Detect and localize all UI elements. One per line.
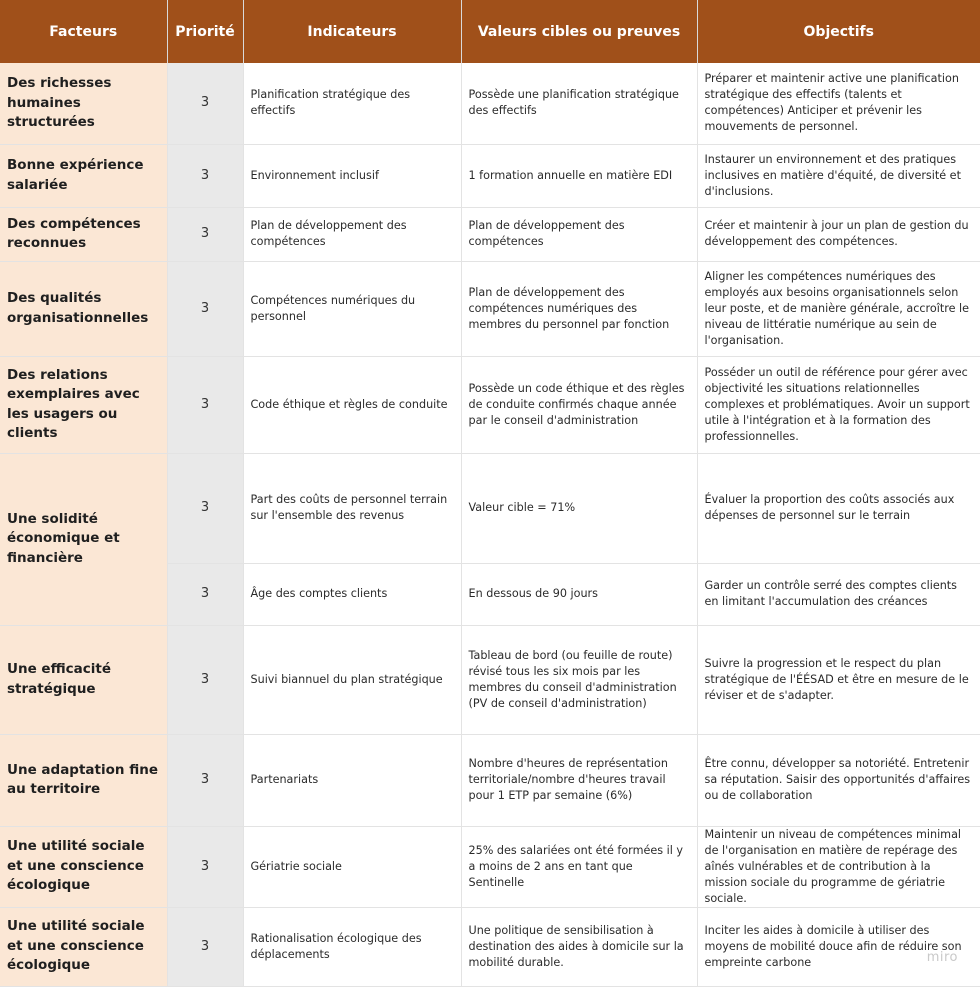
table-row bbox=[0, 144, 980, 207]
factor-cell: Une efficacité stratégique bbox=[0, 625, 167, 734]
indicator-cell: Environnement inclusif bbox=[243, 144, 461, 207]
table-row bbox=[0, 356, 980, 453]
factor-cell: Bonne expérience salariée bbox=[0, 144, 167, 207]
target-cell: En dessous de 90 jours bbox=[461, 563, 697, 625]
header-row bbox=[0, 0, 980, 63]
priority-cell: 3 bbox=[167, 625, 243, 734]
indicator-cell: Rationalisation écologique des déplacements bbox=[243, 907, 461, 986]
objective-cell: Inciter les aides à domicile à utiliser des moyens de mobilité douce afin de réduire son empreinte carbone bbox=[697, 907, 980, 986]
factor-cell: Une utilité sociale et une conscience écologique bbox=[0, 907, 167, 986]
priority-cell: 3 bbox=[167, 826, 243, 907]
miro-watermark: miro bbox=[926, 950, 958, 965]
indicator-cell: Code éthique et règles de conduite bbox=[243, 356, 461, 453]
objective-cell: Préparer et maintenir active une planification stratégique des effectifs (talents et compétences) Anticiper et prévenir les mouvements de personnel. bbox=[697, 63, 980, 144]
factor-cell: Des richesses humaines structurées bbox=[0, 63, 167, 144]
table-row bbox=[0, 453, 980, 563]
target-cell: 1 formation annuelle en matière EDI bbox=[461, 144, 697, 207]
priority-cell: 3 bbox=[167, 563, 243, 625]
objective-cell: Posséder un outil de référence pour gérer avec objectivité les situations relationnelles complexes et problématiques. Avoir un support utile à l'intégration et à la formation des professionnelles. bbox=[697, 356, 980, 453]
factor-cell: Une adaptation fine au territoire bbox=[0, 734, 167, 826]
factor-cell: Une solidité économique et financière bbox=[0, 453, 167, 625]
objective-cell: Garder un contrôle serré des comptes clients en limitant l'accumulation des créances bbox=[697, 563, 980, 625]
indicator-cell: Âge des comptes clients bbox=[243, 563, 461, 625]
objective-cell: Être connu, développer sa notoriété. Entretenir sa réputation. Saisir des opportunités d'affaires ou de collaboration bbox=[697, 734, 980, 826]
factor-cell: Des qualités organisationnelles bbox=[0, 261, 167, 356]
table-row bbox=[0, 907, 980, 986]
factor-cell: Une utilité sociale et une conscience écologique bbox=[0, 826, 167, 907]
priority-cell: 3 bbox=[167, 734, 243, 826]
indicator-cell: Plan de développement des compétences bbox=[243, 207, 461, 261]
table-row bbox=[0, 63, 980, 144]
indicator-cell: Part des coûts de personnel terrain sur l'ensemble des revenus bbox=[243, 453, 461, 563]
priority-cell: 3 bbox=[167, 453, 243, 563]
indicator-cell: Gériatrie sociale bbox=[243, 826, 461, 907]
indicator-cell: Planification stratégique des effectifs bbox=[243, 63, 461, 144]
objective-cell: Aligner les compétences numériques des employés aux besoins organisationnels selon leur poste, et de manière générale, accroître le niveau de littératie numérique au sein de l'organisation. bbox=[697, 261, 980, 356]
target-cell: Plan de développement des compétences bbox=[461, 207, 697, 261]
table-row bbox=[0, 625, 980, 734]
indicator-cell: Compétences numériques du personnel bbox=[243, 261, 461, 356]
objective-cell: Instaurer un environnement et des pratiques inclusives en matière d'équité, de diversité et d'inclusions. bbox=[697, 144, 980, 207]
priority-cell: 3 bbox=[167, 907, 243, 986]
objective-cell: Maintenir un niveau de compétences minimal de l'organisation en matière de repérage des aînés vulnérables et de contribution à la mission sociale du programme de gériatrie sociale. bbox=[697, 826, 980, 907]
objective-cell: Évaluer la proportion des coûts associés aux dépenses de personnel sur le terrain bbox=[697, 453, 980, 563]
factor-cell: Des relations exemplaires avec les usagers ou clients bbox=[0, 356, 167, 453]
priority-cell: 3 bbox=[167, 63, 243, 144]
priority-cell: 3 bbox=[167, 144, 243, 207]
target-cell: Possède une planification stratégique des effectifs bbox=[461, 63, 697, 144]
target-cell: Plan de développement des compétences numériques des membres du personnel par fonction bbox=[461, 261, 697, 356]
target-cell: Valeur cible = 71% bbox=[461, 453, 697, 563]
table-row bbox=[0, 261, 980, 356]
table-row bbox=[0, 826, 980, 907]
indicator-cell: Suivi biannuel du plan stratégique bbox=[243, 625, 461, 734]
target-cell: Tableau de bord (ou feuille de route) révisé tous les six mois par les membres du conseil d'administration (PV de conseil d'administration) bbox=[461, 625, 697, 734]
objective-cell: Suivre la progression et le respect du plan stratégique de l'ÉÉSAD et être en mesure de le réviser et de s'adapter. bbox=[697, 625, 980, 734]
objective-cell: Créer et maintenir à jour un plan de gestion du développement des compétences. bbox=[697, 207, 980, 261]
indicator-cell: Partenariats bbox=[243, 734, 461, 826]
header-indicators: Indicateurs bbox=[243, 0, 461, 63]
header-factors: Facteurs bbox=[0, 0, 167, 63]
priority-cell: 3 bbox=[167, 356, 243, 453]
target-cell: Possède un code éthique et des règles de conduite confirmés chaque année par le conseil d'administration bbox=[461, 356, 697, 453]
header-priority: Priorité bbox=[167, 0, 243, 63]
header-objectives: Objectifs bbox=[697, 0, 980, 63]
target-cell: 25% des salariées ont été formées il y a moins de 2 ans en tant que Sentinelle bbox=[461, 826, 697, 907]
target-cell: Une politique de sensibilisation à destination des aides à domicile sur la mobilité durable. bbox=[461, 907, 697, 986]
table-row bbox=[0, 734, 980, 826]
table-row bbox=[0, 207, 980, 261]
priority-cell: 3 bbox=[167, 207, 243, 261]
header-targets: Valeurs cibles ou preuves bbox=[461, 0, 697, 63]
factor-cell: Des compétences reconnues bbox=[0, 207, 167, 261]
target-cell: Nombre d'heures de représentation territoriale/nombre d'heures travail pour 1 ETP par semaine (6%) bbox=[461, 734, 697, 826]
priority-cell: 3 bbox=[167, 261, 243, 356]
